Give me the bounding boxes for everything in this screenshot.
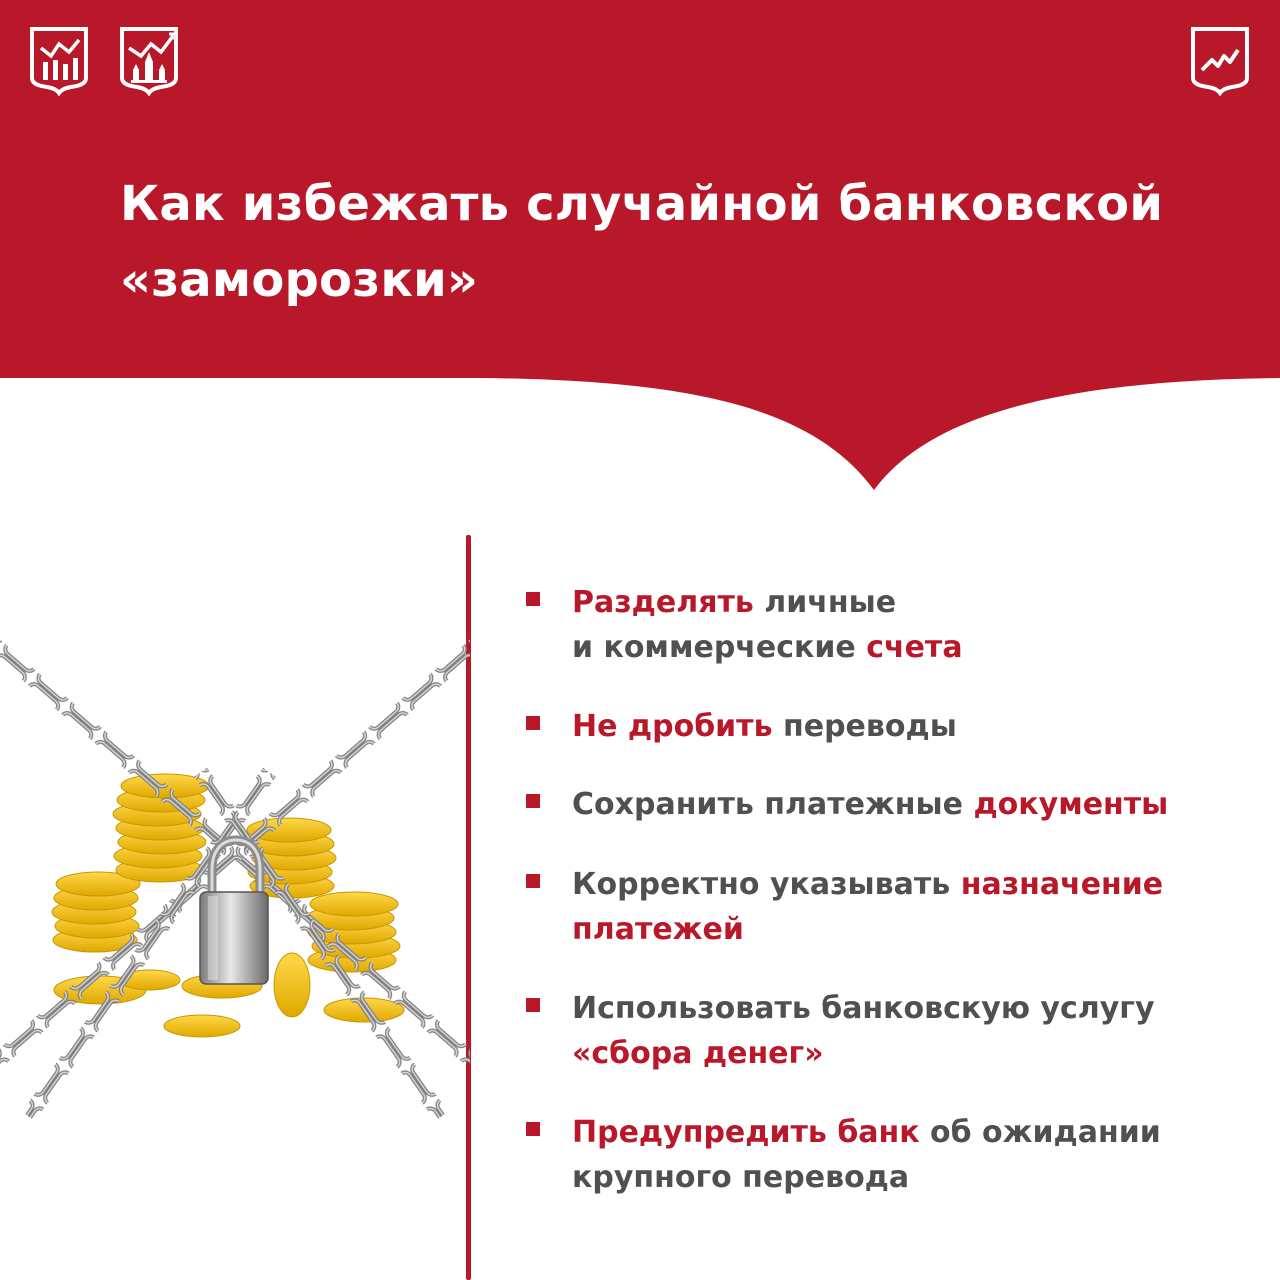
list-item [526, 862, 1256, 952]
title-line-2: «заморозки» [120, 252, 479, 308]
tip-text: Сохранить платежные [572, 787, 974, 822]
tip-text: переводы [772, 709, 957, 744]
tip-highlight: счета [866, 630, 963, 665]
tip-highlight: Разделять [572, 585, 754, 620]
kremlin-shield-logo [119, 26, 179, 96]
tip-text: крупного перевода [572, 1160, 910, 1195]
title-line-1: Как избежать случайной банковской [120, 176, 1164, 232]
tip-text: личные [753, 585, 897, 620]
tip-line [572, 1110, 1256, 1155]
tip-line [572, 625, 1256, 670]
list-item [526, 782, 1256, 827]
list-item [526, 986, 1256, 1076]
locked-coins-illustration [0, 630, 470, 1150]
growth-shield-logo [1190, 26, 1250, 96]
tip-line [572, 580, 1256, 625]
list-item [526, 1110, 1256, 1200]
chart-shield-logo [29, 26, 89, 96]
tip-highlight: Не дробить [572, 709, 773, 744]
tip-line [572, 782, 1256, 827]
tip-highlight: «сбора денег» [572, 1036, 824, 1071]
tip-text: Использовать банковскую услугу [572, 991, 1155, 1026]
tip-text: Корректно указывать [572, 867, 961, 902]
tip-highlight: Предупредить банк [572, 1115, 920, 1150]
tip-highlight: документы [973, 787, 1169, 822]
tip-highlight: назначение [960, 867, 1164, 902]
tip-text: об ожидании [919, 1115, 1161, 1150]
tip-line [572, 862, 1256, 907]
list-item [526, 580, 1256, 670]
tip-text: и коммерческие [572, 630, 867, 665]
tip-line [572, 704, 1256, 749]
list-item [526, 704, 1256, 749]
tip-highlight: платежей [572, 912, 744, 947]
page-title [120, 166, 1200, 318]
